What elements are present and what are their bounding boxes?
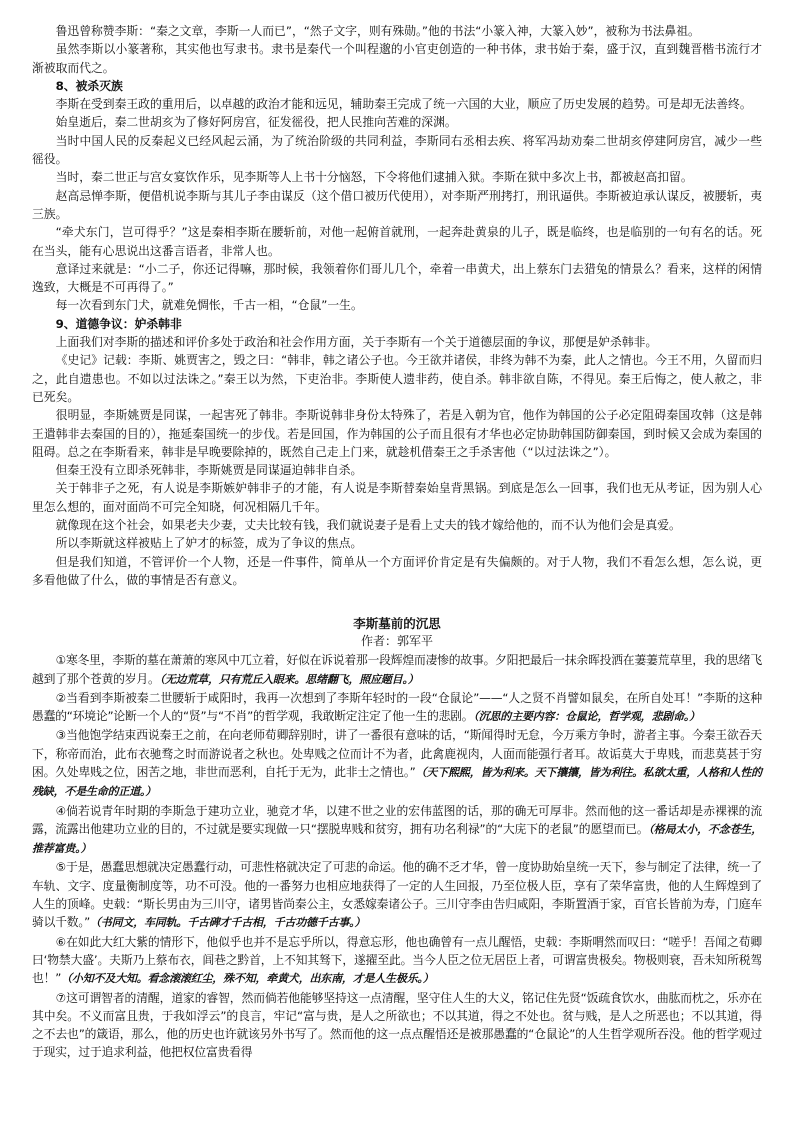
paragraph-text: ⑤于是，愚蠢思想就决定愚蠢行动，可悲性格就决定了可悲的命运。他的确不乏才华，曾一度协助始皇统一天下，参与制定了法律，统一了车轨、文字、度量衡制度等，功不可没。他的一番努力也相应地获得了一定的人生回报，乃至位极人臣，享有了荣华富贵，他的人生辉煌到了人生的顶峰。史载：“斯长男由为三川守，诸男皆尚秦公主，女悉嫁秦诸公子。三川守李由告归咸阳，李斯置酒于家，百官长皆前为寿，门庭车骑以千数。”: [32, 860, 762, 930]
document-page: [32, 22, 762, 1062]
essay-author: 作者：郭军平: [360, 634, 433, 649]
paragraph: 很明显，李斯姚贾是同谋，一起害死了韩非。李斯说韩非身份太特殊了，若是入朝为官，他作为韩国的公子必定阻碍秦国攻韩（这是韩王遣韩非去秦国的目的），拖延秦国统一的步伐。若是回国，作为韩国的公子而且很有才华也必定协助韩国防御秦国，到时候又会成为秦国的阻碍。总之在李斯看来，韩非是早晚要除掉的，既然自己走上门来，就趁机借秦王之手杀害他（“以过法诛之”）。: [32, 408, 762, 459]
paragraph: “牵犬东门，岂可得乎？”这是秦相李斯在腰斩前，对他一起俯首就刑，一起奔赴黄泉的儿子，既是临终，也是临别的一句有名的话。死在当头，能有心思说出这番言语者，非常人也。: [32, 225, 762, 258]
annotation: （书同文，车同轨。千古碑才千古相，千古功德千古事。）: [90, 916, 366, 930]
paragraph-text: ⑦这可谓智者的清醒，道家的睿智，然而倘若他能够坚持这一点清醒，坚守住人生的大义，铭记住先贤“饭疏食饮水，曲肱而枕之，乐亦在其中矣。不义而富且贵，于我如浮云”的良言，牢记“富与贵，是人之所欲也；不以其道，得之不处也。贫与贱，是人之所恶也；不以其道，得之不去也”的箴语，那么，他的历史也许就该另外书写了。然而他的这一点点醒悟还是被那愚蠢的“仓鼠论”的人生哲学观所吞没。他的哲学观过于现实，过于追求利益，他把权位富贵看得: [32, 990, 762, 1060]
annotation: （小知不及大知。看念滚滚红尘，殊不知，牵黄犬，出东南，才是人生极乐。）: [61, 972, 434, 986]
paragraph-text: ①寒冬里，李斯的墓在萧萧的寒风中兀立着，好似在诉说着那一段辉煌而凄惨的故事。夕阳把最后一抹余晖投洒在萋萋荒草里，我的思绪飞越到了那个苍黄的岁月。: [32, 653, 762, 686]
annotation: （沉思的主要内容：仓鼠论，哲学观，悲剧命。）: [473, 710, 700, 724]
paragraph: 《史记》记载：李斯、姚贾害之，毁之曰：“韩非，韩之诸公子也。今王欲并诸侯，非终为韩不为秦，此人之情也。今王不用，久留而归之，此自遗患也。不如以过法诛之。”秦王以为然，下吏治非。李斯使人遗非药，使自杀。韩非欲自陈，不得见。秦王后悔之，使人赦之，非已死矣。: [32, 353, 762, 404]
essay-paragraph: [32, 689, 762, 727]
paragraph: 上面我们对李斯的描述和评价多处于政治和社会作用方面，关于李斯有一个关于道德层面的争议，那便是妒杀韩非。: [55, 335, 658, 350]
essay-paragraph: [32, 858, 762, 932]
annotation: （无边荒草，只有荒丘入眼来。思绪翻飞，照应题目。）: [159, 672, 419, 686]
paragraph: 但秦王没有立即杀死韩非，李斯姚贾是同谋逼迫韩非自杀。: [55, 463, 363, 478]
paragraph: 当时，秦二世正与宫女宴饮作乐，见李斯等人上书十分恼怒，下令将他们逮捕入狱。李斯在狱中多次上书，都被赵高扣留。: [55, 170, 693, 185]
section-heading: 8、被杀灭族: [55, 78, 123, 93]
essay-title: 李斯墓前的沉思: [353, 616, 441, 632]
paragraph-text: ③当他饱学结束西说秦王之前，在向老师荀卿辞别时，讲了一番很有意味的话，“斯闻得时无怠，今万乘方争时，游者主事。今秦王欲吞天下，称帝而治，此布衣驰骛之时而游说者之秋也。处卑贱之位而计不为者，此禽鹿视肉，人面而能强行者耳。故诟莫大于卑贱，而悲莫甚于穷困。久处卑贱之位，困苦之地，非世而恶利，自托于无为，此非士之情也。”: [32, 728, 762, 779]
paragraph: 就像现在这个社会，如果老夫少妻，丈夫比较有钱，我们就说妻子是看上丈夫的钱才嫁给他的，而不认为他们会是真爱。: [55, 518, 681, 533]
paragraph-text: ②当看到李斯被秦二世腰斩于咸阳时，我再一次想到了李斯年轻时的一段“仓鼠论”——“人之贤不肖譬如鼠矣，在所自处耳！”李斯的这种愚蠢的“环境论”论断一个人的“贤”与“不肖”的哲学观，我敢断定注定了他一生的悲剧。: [32, 690, 762, 724]
essay-paragraph: [32, 933, 762, 989]
paragraph-text: ⑥在如此大红大紫的情形下，他似乎也并不是忘乎所以，得意忘形，他也确曾有一点儿醒悟，史载：李斯喟然而叹曰：“嗟乎！吾闻之荀卿曰‘物禁大盛’。夫斯乃上蔡布衣，闾巷之黔首，上不知其驽下，遂擢至此。当今人臣之位无居臣上者，可谓富贵极矣。物极则衰，吾未知所税驾也！”: [32, 934, 762, 986]
paragraph: 每一次看到东门犬，就难免惆怅，千古一相，“仓鼠”一生。: [55, 298, 363, 313]
paragraph: 所以李斯就这样被贴上了妒才的标签，成为了争议的焦点。: [55, 536, 363, 551]
paragraph: 虽然李斯以小篆著称，其实他也写隶书。隶书是秦代一个叫程邈的小官吏创造的一种书体，隶书始于秦，盛于汉，直到魏晋楷书流行才渐被取而代之。: [32, 42, 762, 75]
section-gap: [32, 589, 762, 615]
paragraph-text: ④倘若说青年时期的李斯急于建功立业，驰竞才华，以建不世之业的宏伟蓝图的话，那的确无可厚非。然而他的这一番话却是赤裸裸的流露，流露出他建功立业的目的，不过就是要实现做一只“摆脱卑贱和贫穷，拥有功名利禄”的“大庑下的老鼠”的愿望而已。: [32, 803, 762, 836]
essay-paragraph: [32, 726, 762, 801]
paragraph: 赵高忌惮李斯，便借机说李斯与其儿子李由谋反（这个借口被历代使用），对李斯严刑拷打，刑讯逼供。李斯被迫承认谋反，被腰斩，夷三族。: [32, 188, 762, 221]
paragraph: 意译过来就是：“小二子，你还记得嘛，那时候，我领着你们哥儿几个，牵着一串黄犬，出上蔡东门去猎兔的情景么？看来，这样的闲情逸致，大概是不可再得了。”: [32, 261, 762, 295]
essay-paragraph: [32, 651, 762, 689]
essay-paragraph: [32, 989, 762, 1062]
paragraph: 始皇逝后，秦二世胡亥为了修好阿房宫，征发徭役，把人民推向苦难的深渊。: [55, 115, 457, 130]
paragraph: 关于韩非子之死，有人说是李斯嫉妒韩非子的才能，有人说是李斯替秦始皇背黑锅。到底是怎么一回事，我们也无从考证，因为别人心里怎么想的，面对面尚不可完全知晓，何况相隔几千年。: [32, 481, 762, 514]
paragraph: 李斯在受到秦王政的重用后，以卓越的政治才能和远见，辅助秦王完成了统一六国的大业，顺应了历史发展的趋势。可是却无法善终。: [55, 97, 752, 112]
annotation: （天下熙熙，皆为利来。天下攘攘，皆为利往。私欲太重，人格和人性的残缺，不是生命的正道。）: [32, 765, 762, 799]
paragraph: 鲁迅曾称赞李斯：“秦之文章，李斯一人而已”，“然子文字，则有殊勋。”他的书法“小篆入神，大篆入妙”，被称为书法鼻祖。: [55, 24, 700, 38]
annotation: （格局太小，不念苍生，推荐富贵。）: [32, 822, 762, 856]
paragraph: 但是我们知道，不管评价一个人物，还是一件事件，简单从一个方面评价肯定是有失偏颇的。对于人物，我们不看怎么想，怎么说，更多看他做了什么，做的事情是否有意义。: [32, 554, 762, 587]
paragraph: 当时中国人民的反秦起义已经风起云涌，为了统治阶级的共同利益，李斯同右丞相去疾、将军冯劫劝秦二世胡亥停建阿房宫，减少一些徭役。: [32, 133, 762, 167]
essay-paragraph: [32, 802, 762, 859]
section-heading: 9、道德争议：妒杀韩非: [55, 316, 182, 331]
